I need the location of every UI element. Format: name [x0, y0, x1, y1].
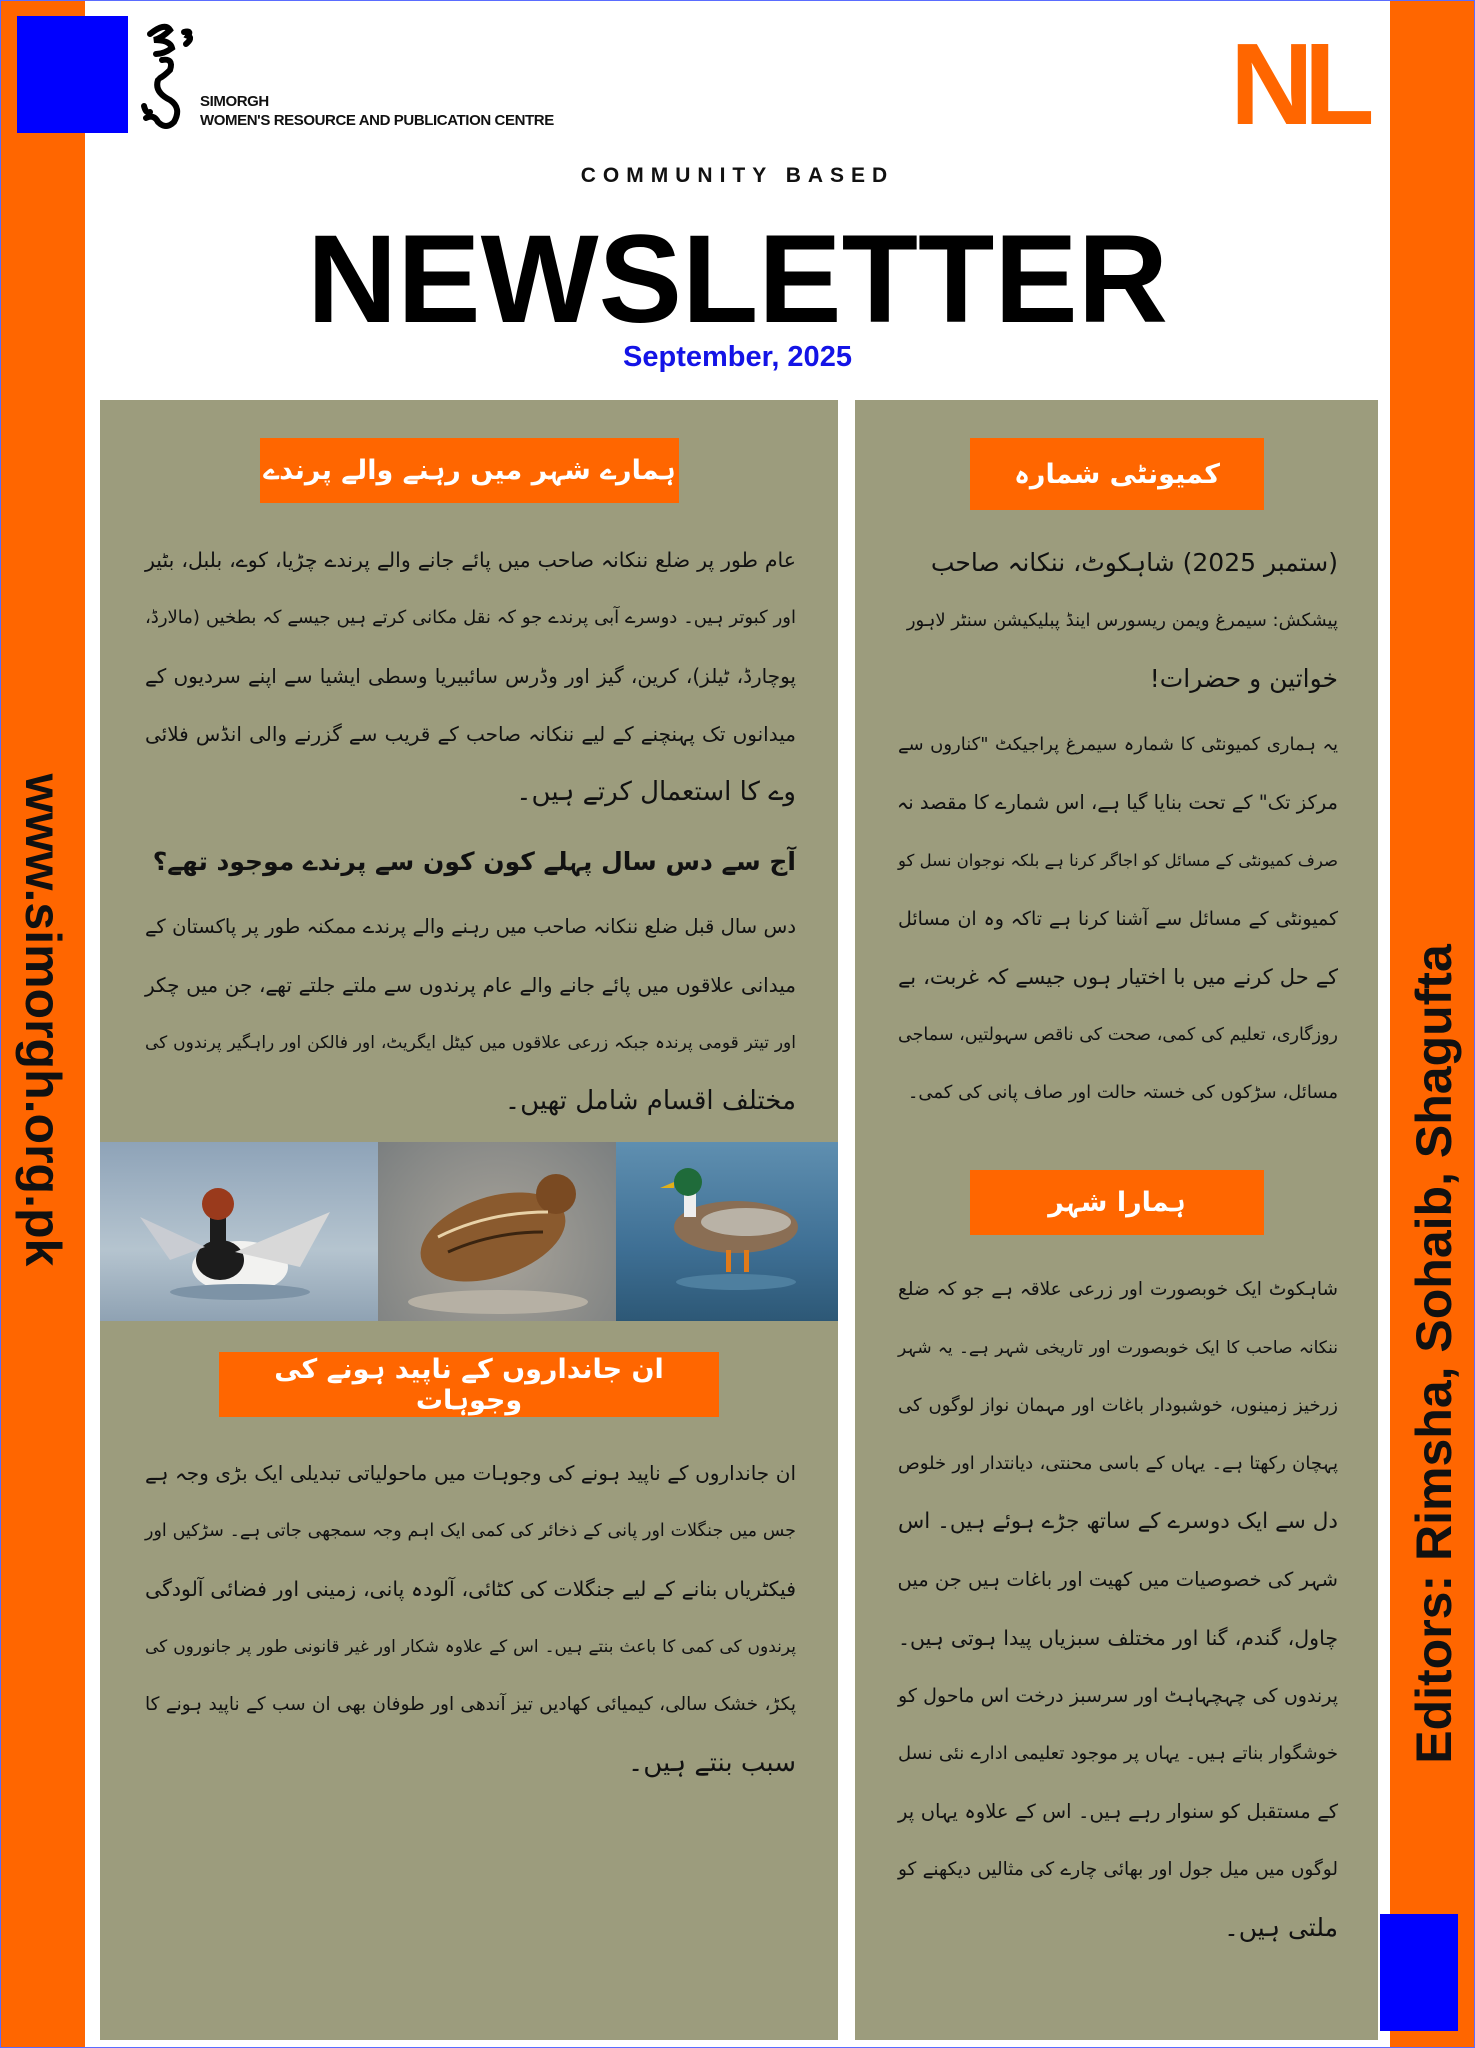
- blue-square-top-left: [17, 16, 128, 133]
- text-line: مرکز تک" کے تحت بنایا گیا ہے، اس شمارے کا مقصد نہ: [896, 791, 1338, 814]
- text-line: دل سے ایک دوسرے کے ساتھ جڑے ہوئے ہیں۔ اس: [898, 1509, 1338, 1534]
- text-line: روزگاری، تعلیم کی کمی، صحت کی ناقص سہولتیں، سماجی: [898, 1025, 1338, 1045]
- text-line: زرخیز زمینوں، خوشبودار باغات اور مہمان نواز لوگوں کی: [898, 1395, 1338, 1416]
- text-line: شاہکوٹ ایک خوبصورت اور زرعی علاقہ ہے جو کہ ضلع: [898, 1279, 1338, 1300]
- birds-history-paragraph: [145, 898, 796, 1130]
- issue-date: September, 2025: [623, 341, 852, 373]
- text-line: عام طور پر ضلع ننکانہ صاحب میں پائے جانے والے پرندے چڑیا، کوے، بلبل، بٹیر: [145, 548, 796, 572]
- birds-heading: ہمارے شہر میں رہنے والے پرندے: [260, 438, 679, 503]
- birds-paragraph: [145, 531, 796, 821]
- text-line: پرندوں کی کمی کا باعث بنتے ہیں۔ اس کے علاوہ شکار اور غیر قانونی طور پر جانوروں کی: [145, 1637, 796, 1657]
- text-line: پیشکش: سیمرغ ویمن ریسورس اینڈ پبلیکیشن سنٹر لاہور: [906, 610, 1338, 631]
- city-paragraph: [898, 1261, 1338, 1957]
- text-line: ان جانداروں کے ناپید ہونے کی وجوہات میں ماحولیاتی تبدیلی ایک بڑی وجہ ہے: [145, 1461, 796, 1485]
- website-link[interactable]: www.simorgh.org.pk: [15, 773, 71, 1267]
- text-line: اور کبوتر ہیں۔ دوسرے آبی پرندے جو کہ نقل مکانی کرتے ہیں جیسے کہ بطخیں (مالارڈ،: [145, 607, 796, 628]
- text-line: وے کا استعمال کرتے ہیں۔: [516, 777, 796, 807]
- text-line: کے حل کرنے میں با اختیار ہوں جیسے کہ غربت، بے: [898, 965, 1338, 989]
- birds-subheading-block: [145, 833, 796, 891]
- text-line: خواتین و حضرات!: [1149, 664, 1338, 693]
- text-line: میدانی علاقوں میں پائے جانے والے عام پرندوں سے ملتے جلتے تھے، جن میں چکر: [145, 973, 796, 997]
- text-line: شہر کی خصوصیات میں کھیت اور باغات ہیں جن میں: [897, 1568, 1338, 1591]
- our-city-heading: ہمارا شہر: [970, 1170, 1264, 1235]
- simorgh-calligraphy-icon: [140, 14, 200, 134]
- text-line: کمیونٹی کے مسائل سے آشنا کرنا ہے تاکہ وہ ان مسائل: [898, 908, 1338, 930]
- issue-intro: [898, 534, 1338, 708]
- text-line: لوگوں میں میل جول اور بھائی چارے کی مثالیں دیکھنے کو: [898, 1859, 1338, 1880]
- text-line: مسائل، سڑکوں کی خستہ حالت اور صاف پانی کی کمی۔: [907, 1082, 1338, 1103]
- text-line: چاول، گندم، گنا اور مختلف سبزیاں پیدا ہوتی ہیں۔: [898, 1626, 1338, 1650]
- text-line: پہچان رکھتا ہے۔ یہاں کے باسی محنتی، دیانتدار اور خلوص: [898, 1453, 1338, 1474]
- blue-square-bottom-right: [1380, 1914, 1458, 2031]
- text-line: یہ ہماری کمیونٹی کا شمارہ سیمرغ پراجیکٹ "کناروں سے: [898, 734, 1338, 755]
- text-line: کے مستقبل کو سنوار رہے ہیں۔ اس کے علاوہ یہاں پر: [898, 1800, 1338, 1823]
- org-subtitle: WOMEN'S RESOURCE AND PUBLICATION CENTRE: [200, 112, 554, 129]
- text-line: (ستمبر 2025) شاہکوٹ، ننکانہ صاحب: [930, 548, 1338, 577]
- nl-logo: NL: [1230, 19, 1365, 149]
- text-line: دس سال قبل ضلع ننکانہ صاحب میں رہنے والے پرندے ممکنہ طور پر پاکستان کے: [145, 915, 796, 938]
- text-line: مختلف اقسام شامل تھیں۔: [504, 1086, 796, 1116]
- simorgh-logo: [140, 14, 560, 134]
- kicker: COMMUNITY BASED: [580, 164, 895, 187]
- text-line: میدانوں تک پہنچنے کے لیے ننکانہ صاحب کے قریب سے گزرنے والی انڈس فلائی: [145, 722, 796, 746]
- page-title: NEWSLETTER: [306, 210, 1169, 349]
- text-line: پرندوں کی چہچہاہٹ اور سرسبز درخت اس ماحول کو: [898, 1685, 1338, 1707]
- photo-pochard-duck: [100, 1142, 378, 1321]
- photo-mallard: [616, 1142, 838, 1321]
- text-line: ننکانہ صاحب کا ایک خوبصورت اور تاریخی شہر ہے۔ یہ شہر: [898, 1338, 1338, 1358]
- editors-credit: Editors: Rimsha, Sohaib, Shagufta: [1406, 944, 1462, 1764]
- text-line: صرف کمیونٹی کے مسائل کو اجاگر کرنا ہے بلکہ نوجوان نسل کو: [898, 851, 1338, 870]
- text-line: اور تیتر قومی پرندہ جبکہ زرعی علاقوں میں کیٹل ایگریٹ، اور فالکن اور راہگیر پرندوں کی: [145, 1033, 796, 1053]
- text-line: جس میں جنگلات اور پانی کے ذخائر کی کمی ایک اہم وجہ سمجھی جاتی ہے۔ سڑکیں اور: [145, 1521, 796, 1541]
- text-line: خوشگوار بناتے ہیں۔ یہاں پر موجود تعلیمی ادارے نئی نسل: [898, 1743, 1338, 1764]
- extinction-paragraph: [145, 1444, 796, 1792]
- birds-subheading: آج سے دس سال پہلے کون کون سے پرندے موجود تھے؟: [152, 847, 796, 876]
- org-name: SIMORGH: [200, 93, 269, 110]
- text-line: پوچارڈ، ٹیلز)، کرین، گیز اور وڈرس سائبیریا وسطی ایشیا سے اپنے سردیوں کے: [145, 664, 796, 688]
- text-line: سبب بنتے ہیں۔: [628, 1748, 796, 1778]
- text-line: ملتی ہیں۔: [1224, 1913, 1338, 1942]
- photo-quail: [378, 1142, 616, 1321]
- extinction-heading: ان جانداروں کے ناپید ہونے کی وجوہات: [219, 1352, 719, 1417]
- issue-paragraph: [898, 716, 1338, 1122]
- text-line: پکڑ، خشک سالی، کیمیائی کھادیں تیز آندھی اور طوفان بھی ان سب کے ناپید ہونے کا: [145, 1694, 796, 1715]
- bird-photos: [100, 1142, 838, 1321]
- community-issue-heading: کمیونٹی شمارہ: [970, 438, 1264, 510]
- text-line: فیکٹریاں بنانے کے لیے جنگلات کی کٹائی، آلودہ پانی، زمینی اور فضائی آلودگی: [145, 1577, 796, 1601]
